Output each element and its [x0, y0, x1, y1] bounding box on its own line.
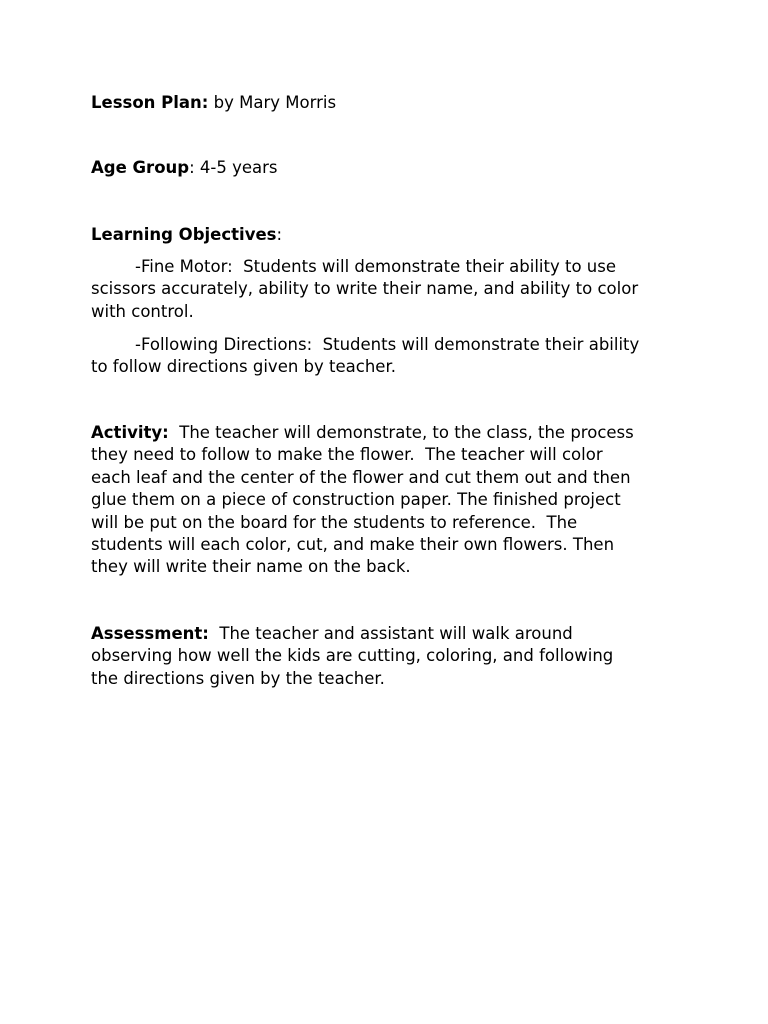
objective-fine-motor-line-3: with control.	[91, 301, 194, 321]
objective-fine-motor	[91, 256, 691, 323]
activity-line-2: they need to follow to make the flower. The teacher will color	[91, 445, 603, 465]
activity-line-5: will be put on the board for the students to reference. The	[91, 512, 578, 532]
objective-fine-motor-line-2: scissors accurately, ability to write their name, and ability to color	[91, 279, 639, 299]
assessment-line-1	[91, 623, 691, 645]
age-group-value: : 4-5 years	[189, 158, 278, 177]
activity-line-3: each leaf and the center of the flower and cut them out and then	[91, 467, 631, 487]
age-group-label: Age Group	[91, 158, 190, 177]
objective-following-directions-line-1: -Following Directions: Students will demonstrate their ability	[135, 335, 640, 354]
objective-fine-motor-line-1: -Fine Motor: Students will demonstrate their ability to use	[135, 257, 617, 276]
lesson-plan-author: by Mary Morris	[208, 93, 337, 112]
activity-label: Activity:	[91, 423, 169, 442]
assessment-text-1: The teacher and assistant will walk around	[208, 624, 573, 643]
activity-line-6: students will each color, cut, and make their own flowers. Then	[91, 535, 615, 555]
learning-objectives-label: Learning Objectives	[91, 225, 277, 244]
assessment-section	[91, 623, 691, 690]
lesson-plan-label: Lesson Plan:	[91, 93, 209, 112]
assessment-line-3: the directions given by the teacher.	[91, 668, 385, 688]
objective-following-directions-line-2: to follow directions given by teacher.	[91, 357, 396, 377]
learning-objectives-colon: :	[276, 225, 283, 244]
age-group-line	[91, 157, 691, 179]
assessment-line-2: observing how well the kids are cutting, coloring, and following	[91, 646, 614, 666]
activity-line-4: glue them on a piece of construction paper. The finished project	[91, 490, 621, 510]
assessment-label: Assessment:	[91, 624, 209, 643]
learning-objectives-heading	[91, 224, 691, 246]
activity-text-1: The teacher will demonstrate, to the class, the process	[168, 423, 634, 442]
lesson-plan-line	[91, 92, 691, 114]
objective-following-directions	[91, 334, 691, 379]
activity-section	[91, 422, 691, 579]
activity-line-7: they will write their name on the back.	[91, 557, 411, 577]
activity-line-1	[91, 422, 691, 444]
